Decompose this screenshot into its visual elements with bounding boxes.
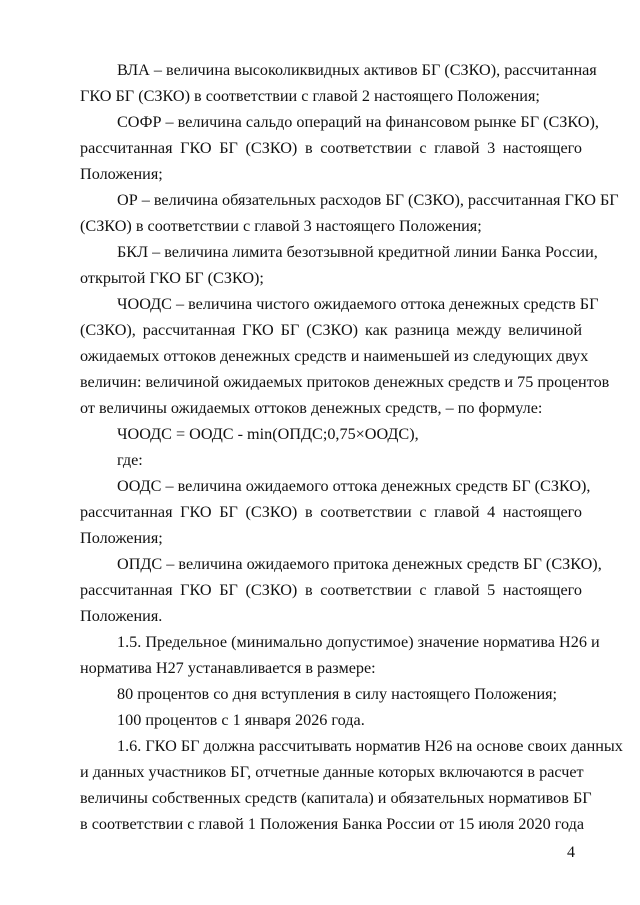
paragraph-line: рассчитанная ГКО БГ (СЗКО) в соответствии с главой 3 настоящего	[80, 139, 582, 157]
paragraph-line: (СЗКО), рассчитанная ГКО БГ (СЗКО) как разница между величиной	[80, 321, 582, 339]
paragraph-line: СОФР – величина сальдо операций на финансовом рынке БГ (СЗКО),	[117, 113, 599, 131]
paragraph-line: рассчитанная ГКО БГ (СЗКО) в соответствии с главой 4 настоящего	[80, 503, 582, 521]
paragraph-line: величины собственных средств (капитала) и обязательных нормативов БГ	[80, 789, 592, 807]
paragraph-line: ЧООДС – величина чистого ожидаемого оттока денежных средств БГ	[117, 295, 599, 313]
paragraph-line: где:	[117, 451, 143, 469]
paragraph-line: (СЗКО) в соответствии с главой 3 настоящего Положения;	[80, 217, 482, 235]
paragraph-line: от величины ожидаемых оттоков денежных средств, – по формуле:	[80, 399, 543, 417]
paragraph-line: 80 процентов со дня вступления в силу настоящего Положения;	[117, 685, 558, 703]
paragraph-line: 1.5. Предельное (минимально допустимое) значение норматива Н26 и	[117, 633, 600, 651]
paragraph-line: ОПДС – величина ожидаемого притока денежных средств БГ (СЗКО),	[117, 555, 602, 573]
paragraph-line: норматива Н27 устанавливается в размере:	[80, 659, 376, 677]
paragraph-line: и данных участников БГ, отчетные данные которых включаются в расчет	[80, 763, 584, 781]
paragraph-line: Положения;	[80, 165, 163, 183]
paragraph-line: Положения;	[80, 529, 163, 547]
paragraph-line: ГКО БГ (СЗКО) в соответствии с главой 2 настоящего Положения;	[80, 87, 540, 105]
paragraph-line: ВЛА – величина высоколиквидных активов БГ (СЗКО), рассчитанная	[117, 61, 597, 79]
paragraph-line: ОР – величина обязательных расходов БГ (СЗКО), рассчитанная ГКО БГ	[117, 191, 619, 209]
paragraph-line: Положения.	[80, 607, 163, 625]
paragraph-line: ожидаемых оттоков денежных средств и наименьшей из следующих двух	[80, 347, 589, 365]
paragraph-line: открытой ГКО БГ (СЗКО);	[80, 269, 264, 287]
paragraph-line: рассчитанная ГКО БГ (СЗКО) в соответствии с главой 5 настоящего	[80, 581, 582, 599]
paragraph-line: 100 процентов с 1 января 2026 года.	[117, 711, 365, 729]
paragraph-line: в соответствии с главой 1 Положения Банка России от 15 июля 2020 года	[80, 815, 584, 833]
paragraph-line: 1.6. ГКО БГ должна рассчитывать норматив Н26 на основе своих данных	[117, 737, 623, 755]
paragraph-line: величин: величиной ожидаемых притоков денежных средств и 75 процентов	[80, 373, 610, 391]
page-number: 4	[567, 844, 575, 861]
paragraph-line: БКЛ – величина лимита безотзывной кредитной линии Банка России,	[117, 243, 598, 261]
paragraph-line: ООДС – величина ожидаемого оттока денежных средств БГ (СЗКО),	[117, 477, 591, 495]
formula-line: ЧООДС = ООДС - min(ОПДС;0,75×ООДС),	[117, 425, 419, 443]
